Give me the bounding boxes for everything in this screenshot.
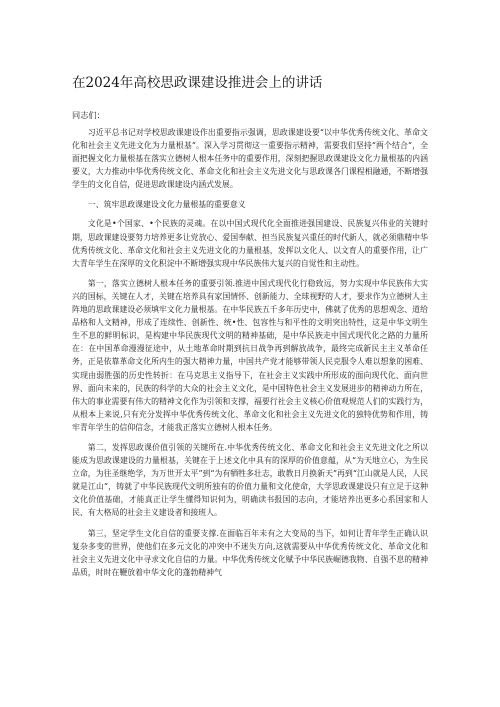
document-title: 在2024年高校思政课建设推进会上的讲话	[72, 75, 323, 91]
document-body	[72, 126, 428, 586]
body-paragraph: 第三，坚定学生文化自信的重要支撑.在面临百年未有之大变局的当下，如何让青年学生正确认识复杂多变的世界，使他们在多元文化的冲突中不迷失方向,这就需要从中华优秀传统文化、革命文化和社会主义先进文化中寻求文化自信的力量。中华优秀传统文化赋予中华民族崛德我物、自强不息的精神品质，时时在鞭放着中华文化的蓬勃精神气	[72, 528, 428, 577]
salutation: 同志们：	[72, 110, 105, 120]
intro-paragraph: 习近平总书记对学校思政课建设作出重要指示强调，思政课建设要“以中华优秀传统文化、革命文化和社会主义先进文化为力量根基”。深入学习贯彻这一重要指示精神，需要我们坚持“两个结合”，全面把握文化力量根基在落实立德树人根本任务中的重要作用，深刻把握思政课建设文化力量根基的内涵要义，大力推动中华优秀传统文化、革命文化和社会主义先进文化与思政课各门课程相融通，不断增强学生的文化自信，促进思政课建设内涵式发展。	[72, 128, 428, 190]
body-paragraph: 文化是•个国家、•个民族的灵魂。在以中国式现代化全面推进强国建设、民族复兴伟业的关键时期，思政课建设要努力培养更多让党放心、爱国奉献、担当民族复兴重任的时代新人，就必须鼎精中华优秀传统文化、革命文化和社会主义先进文化的力量根基，发挥以文化人、以文育人的重要作用，让广大青年学生在深厚的文化积淀中不断增强实现中华民族伟大复兴的自觉性和主动性。	[72, 219, 428, 268]
body-paragraph: 第一，落实立德树人根本任务的重要引领.推进中国式现代化行稳致远，努力实现中华民族伟大实兴的国标，关键在人才，关键在培养具有家国情怀、创新能力、全球视野的人才，要求作为立德树人主阵地的思政课建设必须填牢文化力量根基。在中华民族五千多年历史中，佛就了优秀的思想观念、道给品格和人文精神，形成了连续性、创新性、统•性、包容性与和平性的文明突出特性，这是中华文明生生不息的鲜明标识，是构建中华民族现代文明的精神基础，是中华民族走中国式现代化之路的力量所在：在中国革命漫漫征途中，从土地革命时期到抗日战争再到解放战争，最终完成新民主主义革命任务，正是依靠革命文化所内生的强大精神力量，中国共产党才能够带领人民克服令人难以想象的困难、实现由弱胜强的历史性转折：在马克思主义指导下，在社会主义实践中所形成的面向现代化、面向世界、面向未来的，民族的科学的大众的社会主义文化，是中国特色社会主义发展进步的精神动力所在，伟大的事业需要有伟大的精神文化作为引领和支撑，福要行社会主义核心价值观规范人们的实践行为，从根本上来说,只有充分发挥中华优秀传统文化、革命文化和社会主义先进文化的独特优势和作用，铸牢青年学生的信仰信念，才能我正落实立德树人根本任务。	[72, 278, 428, 432]
section-heading: 一、筑牢思政课建设文化力量根基的重要意义	[87, 200, 246, 210]
body-paragraph: 第二，发挥思政课价值引领的关键所在.中华优秀传统文化、革命文化和社会主义先进文化之所以能成为思政课建设的力量根基，关键在于上述文化中具有的深厚的价值意蕴，从“为天地立心，为生民立命，为往圣继绝学，为万世开太平”到“为有牺牲多壮志，敢教日月换新天”再到“江山就是人民，人民就是江山”，铸就了中华民族现代文明所独有的价值力量和文化使命，大学思政课建设只有立足于这种文化价值基础，才能真正让学生懂得知识何为，明确读书报国的志向，才能培养出更多心系国家和人民、有大格局的社会主义建设者和接班人。	[72, 442, 428, 518]
